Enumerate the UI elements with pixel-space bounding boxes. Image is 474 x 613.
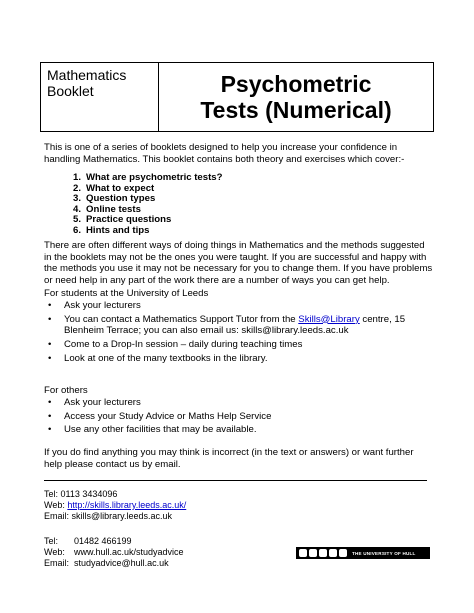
contents-number: 2. [73, 182, 82, 194]
leeds-contact-block [44, 489, 186, 521]
bullet-icon: • [48, 300, 52, 311]
contents-text: What are psychometric tests? [86, 172, 223, 183]
contents-text: What to expect [86, 182, 155, 194]
contents-list [73, 173, 223, 237]
list-item-text: Ask your lecturers [64, 397, 141, 408]
list-item-text: Access your Study Advice or Maths Help Service [64, 410, 272, 422]
crest-shape-icon [299, 549, 307, 557]
booklet-label-line2: Booklet [47, 83, 94, 99]
page-title [159, 63, 433, 131]
hull-web-value: www.hull.ac.uk/studyadvice [74, 546, 184, 557]
feedback-paragraph: If you do find anything you may think is incorrect (in the text or answers) or want further help please contact us by email. [44, 447, 414, 470]
contents-number: 6. [73, 224, 82, 236]
hull-email [44, 558, 184, 569]
header-box [40, 62, 434, 132]
list-item [48, 353, 434, 365]
list-item-text: Look at one of the many textbooks in the library. [64, 352, 268, 364]
bullet-icon: • [48, 410, 52, 422]
booklet-label-line1: Mathematics [47, 67, 127, 83]
hull-web-label: Web: [44, 546, 65, 557]
contents-text: Question types [86, 193, 156, 205]
hull-web [44, 547, 184, 558]
bullet-icon: • [48, 352, 52, 364]
list-item [48, 411, 434, 423]
intro-paragraph: This is one of a series of booklets designed to help you increase your confidence in handling Mathematics. This booklet contains both theory and exercises which cover:- [44, 142, 405, 165]
leeds-web-label: Web: [44, 499, 68, 510]
list-item [48, 397, 434, 409]
crest-icon [299, 549, 347, 557]
list-item-text: Ask your lecturers [64, 300, 141, 311]
contents-number: 5. [73, 214, 82, 226]
bullet-icon: • [48, 338, 52, 350]
hull-tel-label: Tel: [44, 536, 59, 546]
list-item [48, 300, 434, 312]
list-item-text: Use any other facilities that may be available. [64, 424, 257, 436]
skills-library-link[interactable]: Skills@Library [298, 313, 360, 325]
title-line1: Psychometric [220, 71, 372, 97]
others-heading: For others [44, 385, 88, 396]
hull-email-label: Email: [44, 557, 70, 568]
leeds-email: Email: skills@library.leeds.ac.uk [44, 510, 173, 521]
list-item [48, 339, 434, 351]
crest-shape-icon [329, 549, 337, 557]
others-help-list [48, 397, 434, 438]
contents-text: Hints and tips [86, 224, 150, 236]
leeds-web [44, 500, 186, 511]
contents-text: Online tests [86, 203, 141, 215]
support-tutor-address: centre, 15 Blenheim Terrace; you can also email us: skills@library.leeds.ac.uk [64, 313, 406, 337]
support-tutor-text: You can contact a Mathematics Support Tutor from the [64, 313, 299, 325]
list-item [48, 424, 434, 436]
hull-university-logo [296, 547, 430, 559]
methods-paragraph: There are often different ways of doing things in Mathematics and the methods suggested in the booklets may not be the ones you were taught. If you are successful and happy with the methods you use it may not be necessary for you to change them. If you have problems or need help in any part of the work there are a number of ways you can get help. [44, 240, 433, 286]
contents-text: Practice questions [86, 214, 172, 226]
contents-item [73, 226, 223, 237]
list-item-text [64, 314, 434, 337]
divider [44, 480, 427, 481]
list-item [48, 314, 434, 337]
list-item-text: Come to a Drop-In session – daily during teaching times [64, 338, 303, 350]
bullet-icon: • [48, 397, 52, 408]
hull-contact-block [44, 536, 184, 568]
booklet-label [41, 63, 159, 131]
title-line2: Tests (Numerical) [200, 97, 392, 123]
crest-shape-icon [339, 549, 347, 557]
contents-number: 4. [73, 203, 82, 215]
leeds-web-link[interactable]: http://skills.library.leeds.ac.uk/ [67, 499, 187, 510]
leeds-help-list [48, 300, 434, 366]
contents-number: 3. [73, 193, 82, 205]
hull-logo-text: THE UNIVERSITY OF HULL [352, 550, 416, 556]
leeds-tel: Tel: 0113 3434096 [44, 489, 118, 499]
hull-email-value: studyadvice@hull.ac.uk [74, 557, 169, 568]
bullet-icon: • [48, 313, 52, 325]
crest-shape-icon [309, 549, 317, 557]
leeds-heading: For students at the University of Leeds [44, 288, 209, 299]
contents-number: 1. [73, 172, 82, 183]
bullet-icon: • [48, 424, 52, 436]
crest-shape-icon [319, 549, 327, 557]
hull-tel-value: 01482 466199 [74, 536, 132, 546]
hull-tel [44, 536, 184, 547]
